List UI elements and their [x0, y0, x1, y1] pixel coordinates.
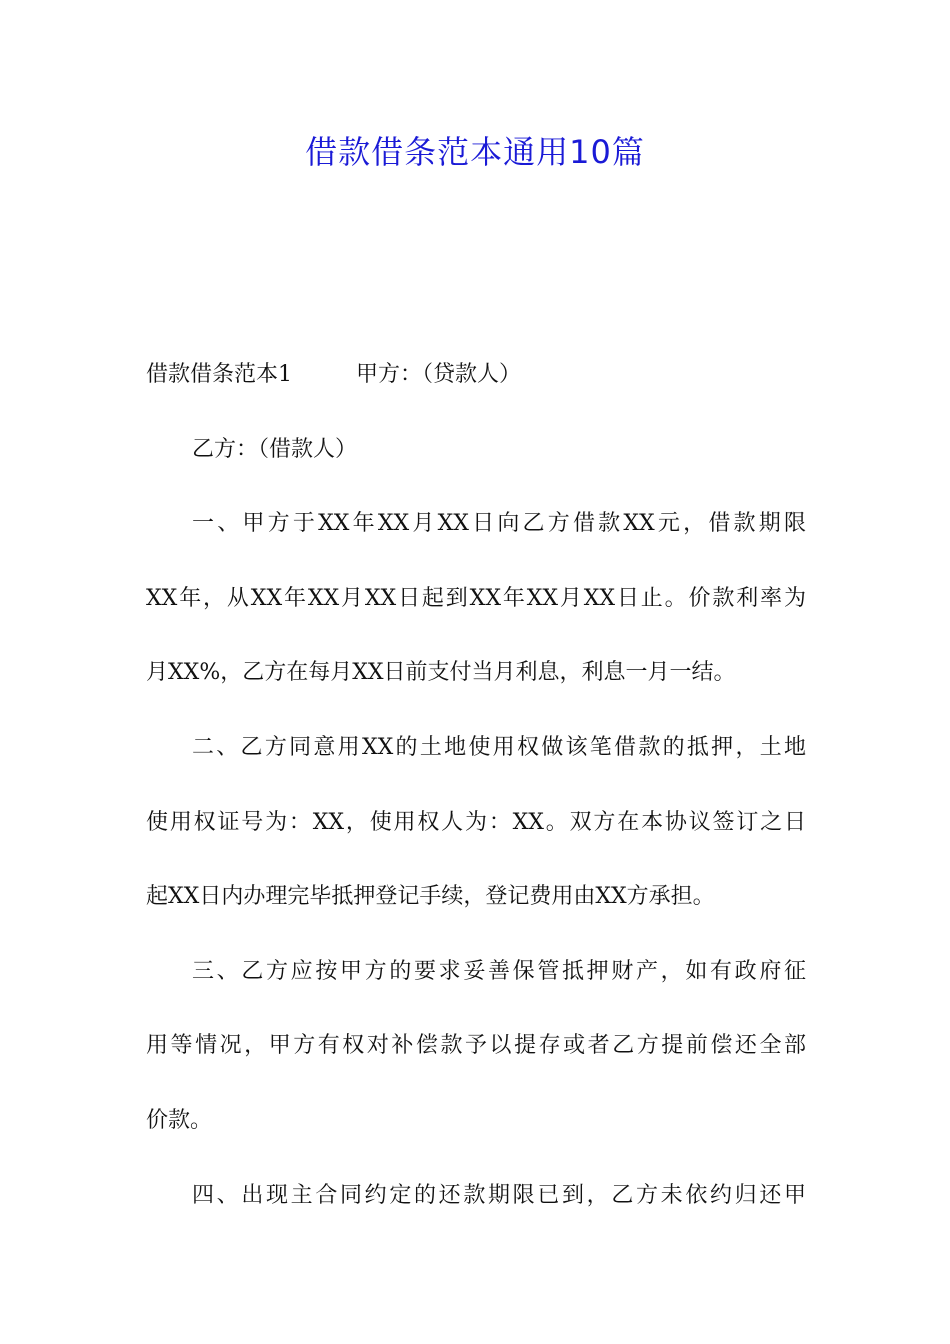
- document-title: 借款借条范本通用10篇: [305, 133, 645, 171]
- paragraph-line: XX年，从XX年XX月XX日起到XX年XX月XX日止。价款利率为: [146, 585, 806, 611]
- paragraph-line: 用等情况，甲方有权对补偿款予以提存或者乙方提前偿还全部: [146, 1033, 806, 1059]
- document-body: [146, 338, 806, 1233]
- paragraph-line: 二、乙方同意用XX的土地使用权做该笔借款的抵押，土地: [192, 734, 806, 760]
- paragraph-line: 起XX日内办理完毕抵押登记手续，登记费用由XX方承担。: [146, 884, 715, 910]
- section-heading: 借款借条范本1: [146, 362, 292, 387]
- heading-line: [146, 338, 806, 413]
- paragraph-line: 三、乙方应按甲方的要求妥善保管抵押财产，如有政府征: [192, 958, 806, 984]
- paragraph-line: 一、甲方于XX年XX月XX日向乙方借款XX元，借款期限: [192, 511, 806, 537]
- party-b-line: 乙方：（借款人）: [192, 436, 358, 462]
- paragraph-line: 价款。: [146, 1107, 213, 1133]
- paragraph-line: 四、出现主合同约定的还款期限已到，乙方未依约归还甲: [192, 1182, 806, 1208]
- party-a-line: 甲方：（贷款人）: [356, 362, 522, 387]
- paragraph-line: 使用权证号为：XX，使用权人为：XX。双方在本协议签订之日: [146, 809, 806, 835]
- paragraph-line: 月XX%，乙方在每月XX日前支付当月利息，利息一月一结。: [146, 660, 736, 686]
